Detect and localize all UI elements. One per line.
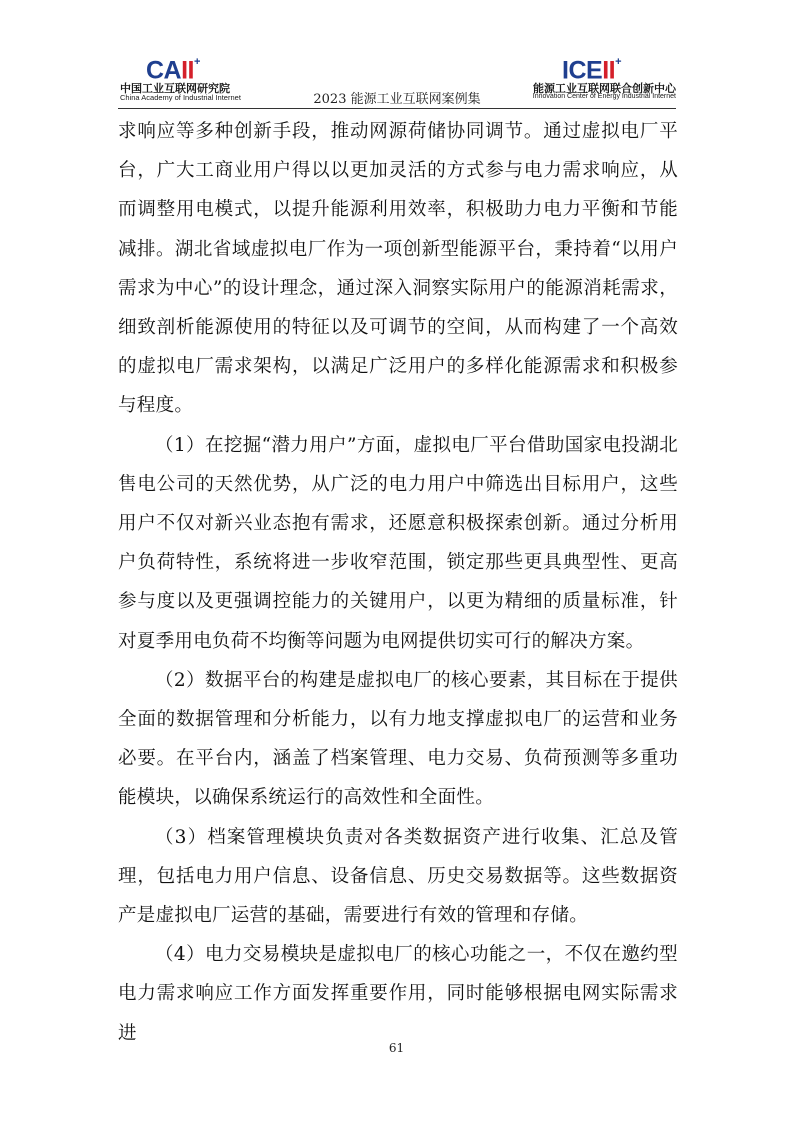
- caii-logo-mark: CAII+: [146, 56, 200, 85]
- body-text: [118, 112, 678, 1053]
- paragraph-5: （4）电力交易模块是虚拟电厂的核心功能之一，不仅在邀约型电力需求响应工作方面发挥重要作用，同时能够根据电网实际需求进: [118, 944, 678, 1044]
- paragraph-1: 求响应等多种创新手段，推动网源荷储协同调节。通过虚拟电厂平台，广大工商业用户得以以更加灵活的方式参与电力需求响应，从而调整用电模式，以提升能源利用效率，积极助力电力平衡和节能减排。湖北省域虚拟电厂作为一项创新型能源平台，秉持着“以用户需求为中心”的设计理念，通过深入洞察实际用户的能源消耗需求，细致剖析能源使用的特征以及可调节的空间，从而构建了一个高效的虚拟电厂需求架构，以满足广泛用户的多样化能源需求和积极参与程度。: [118, 121, 678, 417]
- document-title: 2023 能源工业互联网案例集: [313, 92, 481, 107]
- caii-name-cn: 中国工业互联网研究院: [120, 82, 230, 95]
- page-number: 61: [388, 1041, 405, 1055]
- header-divider: [118, 108, 676, 109]
- caii-name-en: China Academy of Industrial Internet: [120, 93, 241, 102]
- paragraph-2: （1）在挖掘“潜力用户”方面，虚拟电厂平台借助国家电投湖北售电公司的天然优势，从广泛的电力用户中筛选出目标用户，这些用户不仅对新兴业态抱有需求，还愿意积极探索创新。通过分析用户负荷特性，系统将进一步收窄范围，锁定那些更具典型性、更高参与度以及更强调控能力的关键用户，以更为精细的质量标准，针对夏季用电负荷不均衡等问题为电网提供切实可行的解决方案。: [118, 434, 678, 652]
- iceii-logo: [526, 52, 676, 102]
- iceii-name-en: Innovation Center of Energy Industrial Internet: [532, 93, 676, 100]
- iceii-logo-mark: ICEII+: [562, 56, 622, 85]
- page-header: [118, 52, 676, 110]
- paragraph-3: （2）数据平台的构建是虚拟电厂的核心要素，其目标在于提供全面的数据管理和分析能力，以有力地支撑虚拟电厂的运营和业务必要。在平台内，涵盖了档案管理、电力交易、负荷预测等多重功能模块，以确保系统运行的高效性和全面性。: [118, 669, 678, 809]
- paragraph-4: （3）档案管理模块负责对各类数据资产进行收集、汇总及管理，包括电力用户信息、设备信息、历史交易数据等。这些数据资产是虚拟电厂运营的基础，需要进行有效的管理和存储。: [118, 826, 678, 927]
- iceii-name-cn: 能源工业互联网联合创新中心: [533, 82, 676, 95]
